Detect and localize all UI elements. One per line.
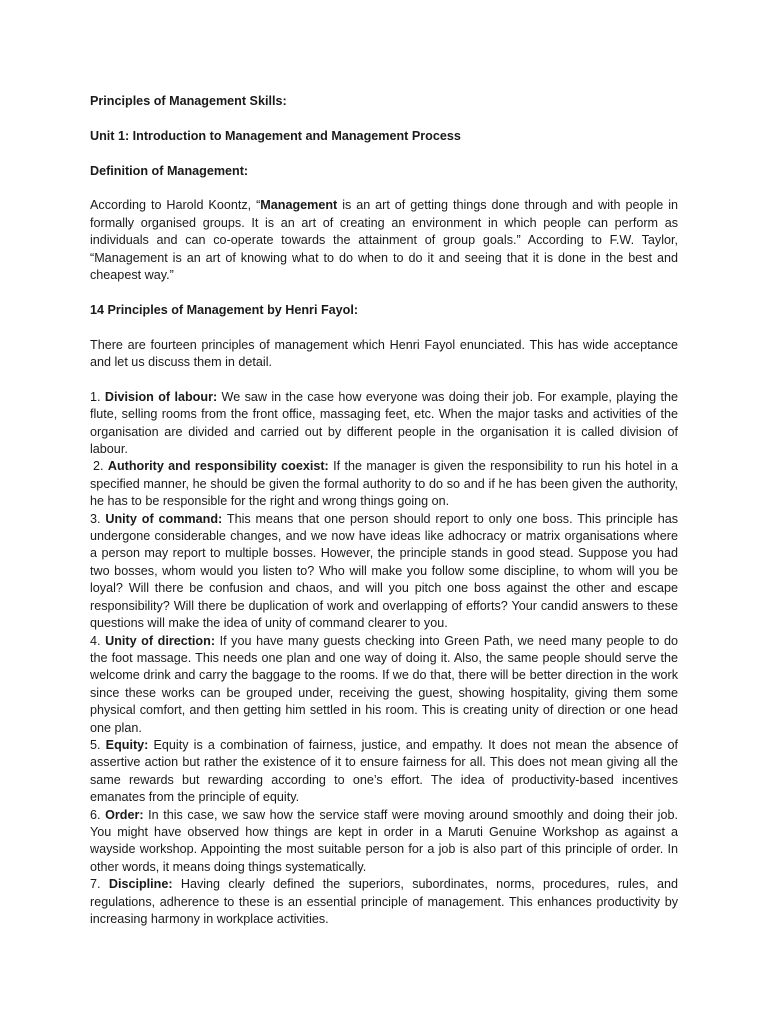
definition-heading: Definition of Management: <box>90 163 249 178</box>
principle-text: If you have many guests checking into Green Path, we need many people to do the foot massage. This needs one plan and one way of doing it. Also, the same people should serve the welcome drink and carry the baggage to the rooms. If we do that, there will be better direction in the work since these works can be grouped under, receiving the guest, showing hospitality, giving them some physical comfort, and then getting him settled in his room. This is creating unity of direction or one head one plan. <box>90 633 678 735</box>
principle-number: 3. <box>90 511 106 526</box>
principle-text: Having clearly defined the superiors, subordinates, norms, procedures, rules, and regulations, adherence to these is an essential principle of management. This enhances productivity by increasing harmony in workplace activities. <box>90 877 678 926</box>
principles-intro: There are fourteen principles of management which Henri Fayol enunciated. This has wide acceptance and let us discuss them in detail. <box>90 337 678 370</box>
principle-item-5 <box>90 737 678 807</box>
principle-text: We saw in the case how everyone was doing their job. For example, playing the flute, selling rooms from the front office, massaging feet, etc. When the major tasks and activities of the organisation are divided and carried out by different people in the organisation it is called division of labour. <box>90 389 678 457</box>
principle-term: Equity: <box>105 737 149 752</box>
principle-term: Discipline: <box>108 877 173 892</box>
principles-list <box>90 389 678 929</box>
principle-text: If the manager is given the responsibility to run his hotel in a specified manner, he should be given the formal authority to do so and if he has been given the authority, he has to be responsible for the right and wrong things going on. <box>90 459 678 509</box>
principle-item-3 <box>90 511 678 633</box>
definition-paragraph <box>90 197 678 284</box>
principle-number: 1. <box>90 389 105 404</box>
principle-item-6 <box>90 807 678 877</box>
principle-item-1 <box>90 389 678 459</box>
principle-number: 4. <box>90 633 106 648</box>
principle-number: 7. <box>90 877 109 892</box>
definition-term: Management <box>260 198 338 213</box>
principle-term: Unity of command: <box>105 511 223 526</box>
principle-text: Equity is a combination of fairness, justice, and empathy. It does not mean the absence of assertive action but rather the existence of it to ensure fairness for all. This does not mean giving all the same rewards but rewarding according to one’s effort. The idea of productivity-based incentives emanates from the principle of equity. <box>90 737 678 805</box>
principle-term: Unity of direction: <box>105 633 216 648</box>
principle-text: In this case, we saw how the service staff were moving around smoothly and doing their job. You might have observed how things are kept in order in a Maruti Genuine Workshop as against a wayside workshop. Appointing the most suitable person for a job is also part of this principle of order. In other words, it means doing things systematically. <box>90 807 678 874</box>
principle-item-2 <box>90 458 678 510</box>
document-title: Principles of Management Skills: <box>90 94 287 108</box>
definition-text-before: According to Harold Koontz, “ <box>90 198 261 213</box>
principle-term: Authority and responsibility coexist: <box>107 459 329 474</box>
principle-item-4 <box>90 633 678 737</box>
document-page <box>90 93 678 928</box>
principle-term: Order: <box>105 807 144 822</box>
principle-text: This means that one person should report to only one boss. This principle has undergone considerable changes, and we now have ideas like adhocracy or matrix organisations where a person may report to multiple bosses. However, the principle stands in good stead. Suppose you had two bosses, whom would you listen to? Who will make you follow some discipline, to whom will you be loyal? Will there be confusion and chaos, and will you pitch one boss against the other and escape responsibility? Will there be duplication of work and overlapping of efforts? Your candid answers to these questions will make the idea of unity of command clearer to you. <box>90 511 678 631</box>
definition-text-after: is an art of getting things done through and with people in formally organised groups. It is an art of creating an environment in which people can perform as individuals and can co-operate towards the attainment of group goals.” According to F.W. Taylor, “Management is an art of knowing what to do when to do it and seeing that it is done in the best and cheapest way.” <box>90 198 679 283</box>
principles-heading: 14 Principles of Management by Henri Fayol: <box>90 302 359 317</box>
principle-item-7 <box>90 876 678 928</box>
principle-number: 5. <box>90 737 106 752</box>
principle-number: 6. <box>90 807 106 822</box>
principle-number: 2. <box>93 459 108 474</box>
unit-heading: Unit 1: Introduction to Management and Management Process <box>90 128 461 143</box>
principle-term: Division of labour: <box>104 389 218 404</box>
